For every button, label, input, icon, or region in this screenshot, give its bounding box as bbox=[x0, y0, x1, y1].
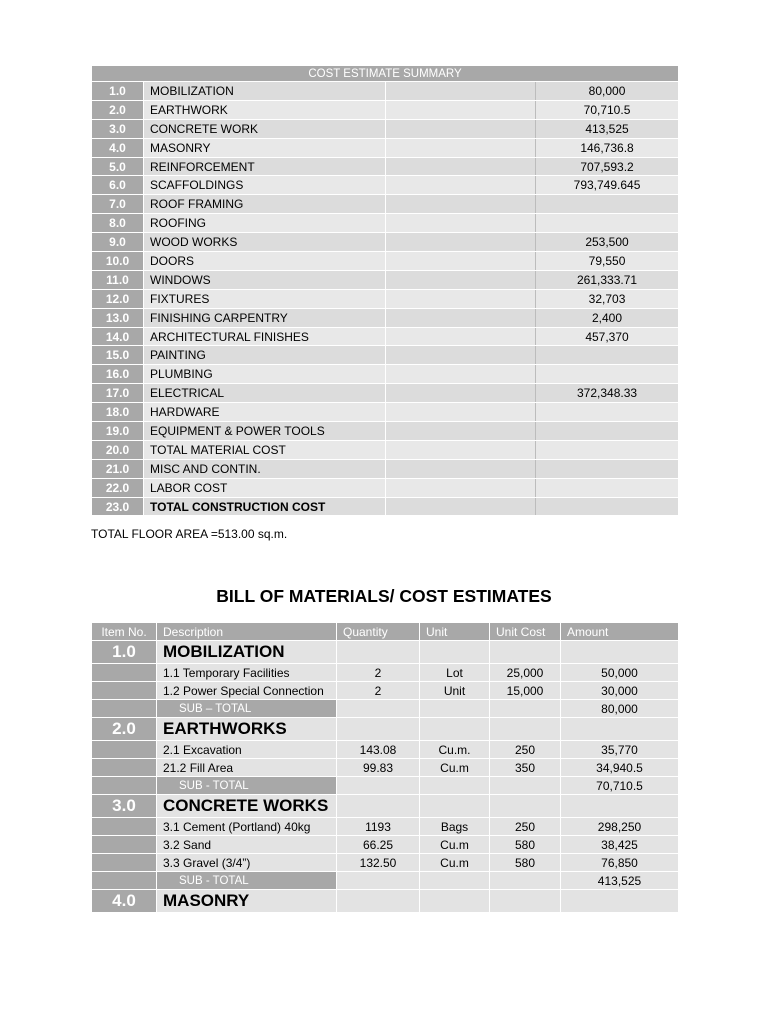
item-quantity: 2 bbox=[337, 664, 420, 682]
item-unit-cost: 250 bbox=[490, 818, 561, 836]
summary-row-value: 707,593.2 bbox=[536, 157, 679, 176]
summary-row-blank bbox=[386, 365, 536, 384]
item-unit: Cu.m. bbox=[420, 741, 490, 759]
section-blank-cell bbox=[561, 795, 679, 818]
subtotal-blank-cell bbox=[490, 872, 561, 890]
bom-title: BILL OF MATERIALS/ COST ESTIMATES bbox=[216, 586, 552, 606]
summary-row-blank bbox=[386, 384, 536, 403]
summary-row-blank bbox=[386, 119, 536, 138]
summary-row-number: 23.0 bbox=[92, 497, 144, 516]
summary-row bbox=[92, 497, 679, 516]
section-blank-cell bbox=[337, 795, 420, 818]
summary-row-label: MASONRY bbox=[144, 138, 386, 157]
item-description: 21.2 Fill Area bbox=[157, 759, 337, 777]
summary-row-value: 80,000 bbox=[536, 82, 679, 101]
section-blank-cell bbox=[337, 718, 420, 741]
summary-row-blank bbox=[386, 308, 536, 327]
col-header-quantity: Quantity bbox=[337, 623, 420, 641]
bom-item-row bbox=[92, 664, 679, 682]
summary-row-blank bbox=[386, 82, 536, 101]
item-description: 3.1 Cement (Portland) 40kg bbox=[157, 818, 337, 836]
summary-row-blank bbox=[386, 157, 536, 176]
subtotal-label: SUB – TOTAL bbox=[157, 700, 337, 718]
section-title: MOBILIZATION bbox=[157, 641, 337, 664]
summary-row bbox=[92, 214, 679, 233]
summary-row-label: HARDWARE bbox=[144, 403, 386, 422]
summary-row-label: SCAFFOLDINGS bbox=[144, 176, 386, 195]
summary-row-value: 32,703 bbox=[536, 289, 679, 308]
summary-row-value: 261,333.71 bbox=[536, 270, 679, 289]
bom-subtotal-row bbox=[92, 777, 679, 795]
item-amount: 35,770 bbox=[561, 741, 679, 759]
summary-row-value bbox=[536, 422, 679, 441]
summary-row-blank bbox=[386, 422, 536, 441]
section-blank-cell bbox=[561, 718, 679, 741]
item-unit: Bags bbox=[420, 818, 490, 836]
summary-row bbox=[92, 327, 679, 346]
section-blank-cell bbox=[337, 641, 420, 664]
col-header-amount: Amount bbox=[561, 623, 679, 641]
summary-row-number: 11.0 bbox=[92, 270, 144, 289]
summary-row-blank bbox=[386, 327, 536, 346]
section-blank-cell bbox=[337, 890, 420, 913]
summary-row-value: 413,525 bbox=[536, 119, 679, 138]
summary-row-blank bbox=[386, 138, 536, 157]
summary-row-blank bbox=[386, 289, 536, 308]
summary-row-blank bbox=[386, 195, 536, 214]
summary-row-label: ELECTRICAL bbox=[144, 384, 386, 403]
item-description: 3.3 Gravel (3/4”) bbox=[157, 854, 337, 872]
item-unit-cost: 250 bbox=[490, 741, 561, 759]
bom-subtotal-row bbox=[92, 700, 679, 718]
item-quantity: 2 bbox=[337, 682, 420, 700]
cost-summary-table bbox=[91, 65, 679, 516]
summary-row-value: 79,550 bbox=[536, 252, 679, 271]
bill-of-materials-table bbox=[91, 622, 679, 913]
summary-row-label: ROOF FRAMING bbox=[144, 195, 386, 214]
item-description: 2.1 Excavation bbox=[157, 741, 337, 759]
subtotal-blank-cell bbox=[420, 700, 490, 718]
subtotal-blank bbox=[92, 872, 157, 890]
bom-item-row bbox=[92, 759, 679, 777]
summary-header-row bbox=[92, 66, 679, 82]
bom-item-row bbox=[92, 836, 679, 854]
item-unit-cost: 580 bbox=[490, 836, 561, 854]
section-blank-cell bbox=[561, 641, 679, 664]
summary-row-value bbox=[536, 459, 679, 478]
section-title: EARTHWORKS bbox=[157, 718, 337, 741]
subtotal-blank-cell bbox=[420, 872, 490, 890]
item-number-blank bbox=[92, 836, 157, 854]
item-unit: Unit bbox=[420, 682, 490, 700]
item-amount: 50,000 bbox=[561, 664, 679, 682]
subtotal-amount: 413,525 bbox=[561, 872, 679, 890]
subtotal-amount: 80,000 bbox=[561, 700, 679, 718]
item-unit-cost: 350 bbox=[490, 759, 561, 777]
summary-row-number: 4.0 bbox=[92, 138, 144, 157]
summary-row-value bbox=[536, 403, 679, 422]
summary-row-number: 7.0 bbox=[92, 195, 144, 214]
section-number: 3.0 bbox=[92, 795, 157, 818]
summary-row-number: 15.0 bbox=[92, 346, 144, 365]
summary-row-number: 22.0 bbox=[92, 478, 144, 497]
summary-row-number: 17.0 bbox=[92, 384, 144, 403]
bom-section-row bbox=[92, 641, 679, 664]
summary-row-label: ARCHITECTURAL FINISHES bbox=[144, 327, 386, 346]
summary-row-blank bbox=[386, 403, 536, 422]
summary-row bbox=[92, 346, 679, 365]
item-description: 1.1 Temporary Facilities bbox=[157, 664, 337, 682]
summary-row-label: FIXTURES bbox=[144, 289, 386, 308]
section-blank-cell bbox=[420, 718, 490, 741]
summary-row-number: 12.0 bbox=[92, 289, 144, 308]
summary-row-blank bbox=[386, 252, 536, 271]
item-number-blank bbox=[92, 741, 157, 759]
item-number-blank bbox=[92, 682, 157, 700]
item-unit-cost: 25,000 bbox=[490, 664, 561, 682]
subtotal-amount: 70,710.5 bbox=[561, 777, 679, 795]
summary-row bbox=[92, 138, 679, 157]
summary-row bbox=[92, 422, 679, 441]
summary-row-blank bbox=[386, 233, 536, 252]
item-amount: 38,425 bbox=[561, 836, 679, 854]
subtotal-blank-cell bbox=[337, 700, 420, 718]
subtotal-blank-cell bbox=[490, 700, 561, 718]
summary-row bbox=[92, 308, 679, 327]
section-blank-cell bbox=[490, 718, 561, 741]
summary-row-blank bbox=[386, 459, 536, 478]
section-title: MASONRY bbox=[157, 890, 337, 913]
summary-row bbox=[92, 440, 679, 459]
summary-row-value bbox=[536, 214, 679, 233]
summary-row-value bbox=[536, 365, 679, 384]
summary-row-label: EARTHWORK bbox=[144, 100, 386, 119]
item-unit-cost: 580 bbox=[490, 854, 561, 872]
summary-row bbox=[92, 176, 679, 195]
summary-row-label: MISC AND CONTIN. bbox=[144, 459, 386, 478]
summary-row-blank bbox=[386, 478, 536, 497]
item-number-blank bbox=[92, 854, 157, 872]
bom-subtotal-row bbox=[92, 872, 679, 890]
bom-item-row bbox=[92, 854, 679, 872]
subtotal-label: SUB - TOTAL bbox=[157, 872, 337, 890]
summary-row-label: WOOD WORKS bbox=[144, 233, 386, 252]
item-unit: Cu.m bbox=[420, 759, 490, 777]
summary-row-label: TOTAL MATERIAL COST bbox=[144, 440, 386, 459]
summary-row-label: LABOR COST bbox=[144, 478, 386, 497]
section-number: 4.0 bbox=[92, 890, 157, 913]
summary-row-label: PAINTING bbox=[144, 346, 386, 365]
summary-row bbox=[92, 384, 679, 403]
summary-row-label: ROOFING bbox=[144, 214, 386, 233]
summary-row-number: 21.0 bbox=[92, 459, 144, 478]
section-blank-cell bbox=[420, 890, 490, 913]
bom-item-row bbox=[92, 818, 679, 836]
item-quantity: 66.25 bbox=[337, 836, 420, 854]
summary-row-number: 3.0 bbox=[92, 119, 144, 138]
col-header-unit: Unit bbox=[420, 623, 490, 641]
bom-section-row bbox=[92, 890, 679, 913]
bom-section-row bbox=[92, 795, 679, 818]
summary-row bbox=[92, 365, 679, 384]
summary-row-value: 372,348.33 bbox=[536, 384, 679, 403]
summary-row-blank bbox=[386, 497, 536, 516]
summary-row-blank bbox=[386, 176, 536, 195]
summary-row-value: 2,400 bbox=[536, 308, 679, 327]
item-quantity: 143.08 bbox=[337, 741, 420, 759]
summary-row bbox=[92, 270, 679, 289]
summary-row-blank bbox=[386, 100, 536, 119]
item-quantity: 132.50 bbox=[337, 854, 420, 872]
summary-row-label: WINDOWS bbox=[144, 270, 386, 289]
subtotal-blank-cell bbox=[490, 777, 561, 795]
subtotal-blank bbox=[92, 700, 157, 718]
summary-row-blank bbox=[386, 214, 536, 233]
summary-row-label: EQUIPMENT & POWER TOOLS bbox=[144, 422, 386, 441]
item-description: 1.2 Power Special Connection bbox=[157, 682, 337, 700]
summary-row-blank bbox=[386, 346, 536, 365]
section-blank-cell bbox=[490, 641, 561, 664]
summary-row-blank bbox=[386, 270, 536, 289]
item-unit: Lot bbox=[420, 664, 490, 682]
item-amount: 298,250 bbox=[561, 818, 679, 836]
item-description: 3.2 Sand bbox=[157, 836, 337, 854]
section-number: 1.0 bbox=[92, 641, 157, 664]
summary-row-label: DOORS bbox=[144, 252, 386, 271]
section-blank-cell bbox=[420, 641, 490, 664]
summary-row-value bbox=[536, 195, 679, 214]
subtotal-blank bbox=[92, 777, 157, 795]
bom-header-row bbox=[92, 623, 679, 641]
summary-row bbox=[92, 233, 679, 252]
item-quantity: 99.83 bbox=[337, 759, 420, 777]
section-blank-cell bbox=[490, 890, 561, 913]
section-title: CONCRETE WORKS bbox=[157, 795, 337, 818]
item-number-blank bbox=[92, 664, 157, 682]
subtotal-blank-cell bbox=[337, 777, 420, 795]
bom-item-row bbox=[92, 741, 679, 759]
summary-row bbox=[92, 252, 679, 271]
summary-row-number: 8.0 bbox=[92, 214, 144, 233]
item-unit-cost: 15,000 bbox=[490, 682, 561, 700]
col-header-unit-cost: Unit Cost bbox=[490, 623, 561, 641]
summary-row bbox=[92, 289, 679, 308]
col-header-item-no: Item No. bbox=[92, 623, 157, 641]
summary-row-number: 2.0 bbox=[92, 100, 144, 119]
summary-row-number: 20.0 bbox=[92, 440, 144, 459]
summary-row-label: PLUMBING bbox=[144, 365, 386, 384]
summary-row-label: CONCRETE WORK bbox=[144, 119, 386, 138]
summary-row-number: 19.0 bbox=[92, 422, 144, 441]
section-blank-cell bbox=[420, 795, 490, 818]
summary-row-value: 793,749.645 bbox=[536, 176, 679, 195]
summary-row-number: 6.0 bbox=[92, 176, 144, 195]
item-amount: 30,000 bbox=[561, 682, 679, 700]
item-amount: 34,940.5 bbox=[561, 759, 679, 777]
summary-row-value: 457,370 bbox=[536, 327, 679, 346]
summary-row-label: FINISHING CARPENTRY bbox=[144, 308, 386, 327]
summary-row-label: TOTAL CONSTRUCTION COST bbox=[144, 497, 386, 516]
summary-row-value bbox=[536, 346, 679, 365]
summary-row bbox=[92, 82, 679, 101]
summary-row bbox=[92, 403, 679, 422]
summary-row-number: 16.0 bbox=[92, 365, 144, 384]
summary-row-number: 18.0 bbox=[92, 403, 144, 422]
summary-row-number: 9.0 bbox=[92, 233, 144, 252]
item-quantity: 1193 bbox=[337, 818, 420, 836]
summary-row bbox=[92, 100, 679, 119]
summary-row bbox=[92, 478, 679, 497]
summary-row-number: 5.0 bbox=[92, 157, 144, 176]
summary-row-blank bbox=[386, 440, 536, 459]
section-blank-cell bbox=[490, 795, 561, 818]
section-number: 2.0 bbox=[92, 718, 157, 741]
subtotal-label: SUB - TOTAL bbox=[157, 777, 337, 795]
summary-row bbox=[92, 157, 679, 176]
summary-row-value: 146,736.8 bbox=[536, 138, 679, 157]
bom-section-row bbox=[92, 718, 679, 741]
summary-row bbox=[92, 459, 679, 478]
summary-row-label: REINFORCEMENT bbox=[144, 157, 386, 176]
summary-row-number: 13.0 bbox=[92, 308, 144, 327]
summary-row-value bbox=[536, 497, 679, 516]
item-number-blank bbox=[92, 818, 157, 836]
bom-item-row bbox=[92, 682, 679, 700]
section-blank-cell bbox=[561, 890, 679, 913]
item-amount: 76,850 bbox=[561, 854, 679, 872]
subtotal-blank-cell bbox=[420, 777, 490, 795]
item-number-blank bbox=[92, 759, 157, 777]
summary-row-value bbox=[536, 478, 679, 497]
item-unit: Cu.m bbox=[420, 854, 490, 872]
summary-title: COST ESTIMATE SUMMARY bbox=[92, 66, 679, 82]
summary-row-label: MOBILIZATION bbox=[144, 82, 386, 101]
total-floor-area: TOTAL FLOOR AREA =513.00 sq.m. bbox=[91, 527, 288, 541]
summary-row bbox=[92, 119, 679, 138]
summary-row bbox=[92, 195, 679, 214]
col-header-description: Description bbox=[157, 623, 337, 641]
summary-row-value bbox=[536, 440, 679, 459]
summary-row-value: 70,710.5 bbox=[536, 100, 679, 119]
item-unit: Cu.m bbox=[420, 836, 490, 854]
summary-row-number: 14.0 bbox=[92, 327, 144, 346]
summary-row-number: 10.0 bbox=[92, 252, 144, 271]
summary-row-number: 1.0 bbox=[92, 82, 144, 101]
summary-row-value: 253,500 bbox=[536, 233, 679, 252]
subtotal-blank-cell bbox=[337, 872, 420, 890]
